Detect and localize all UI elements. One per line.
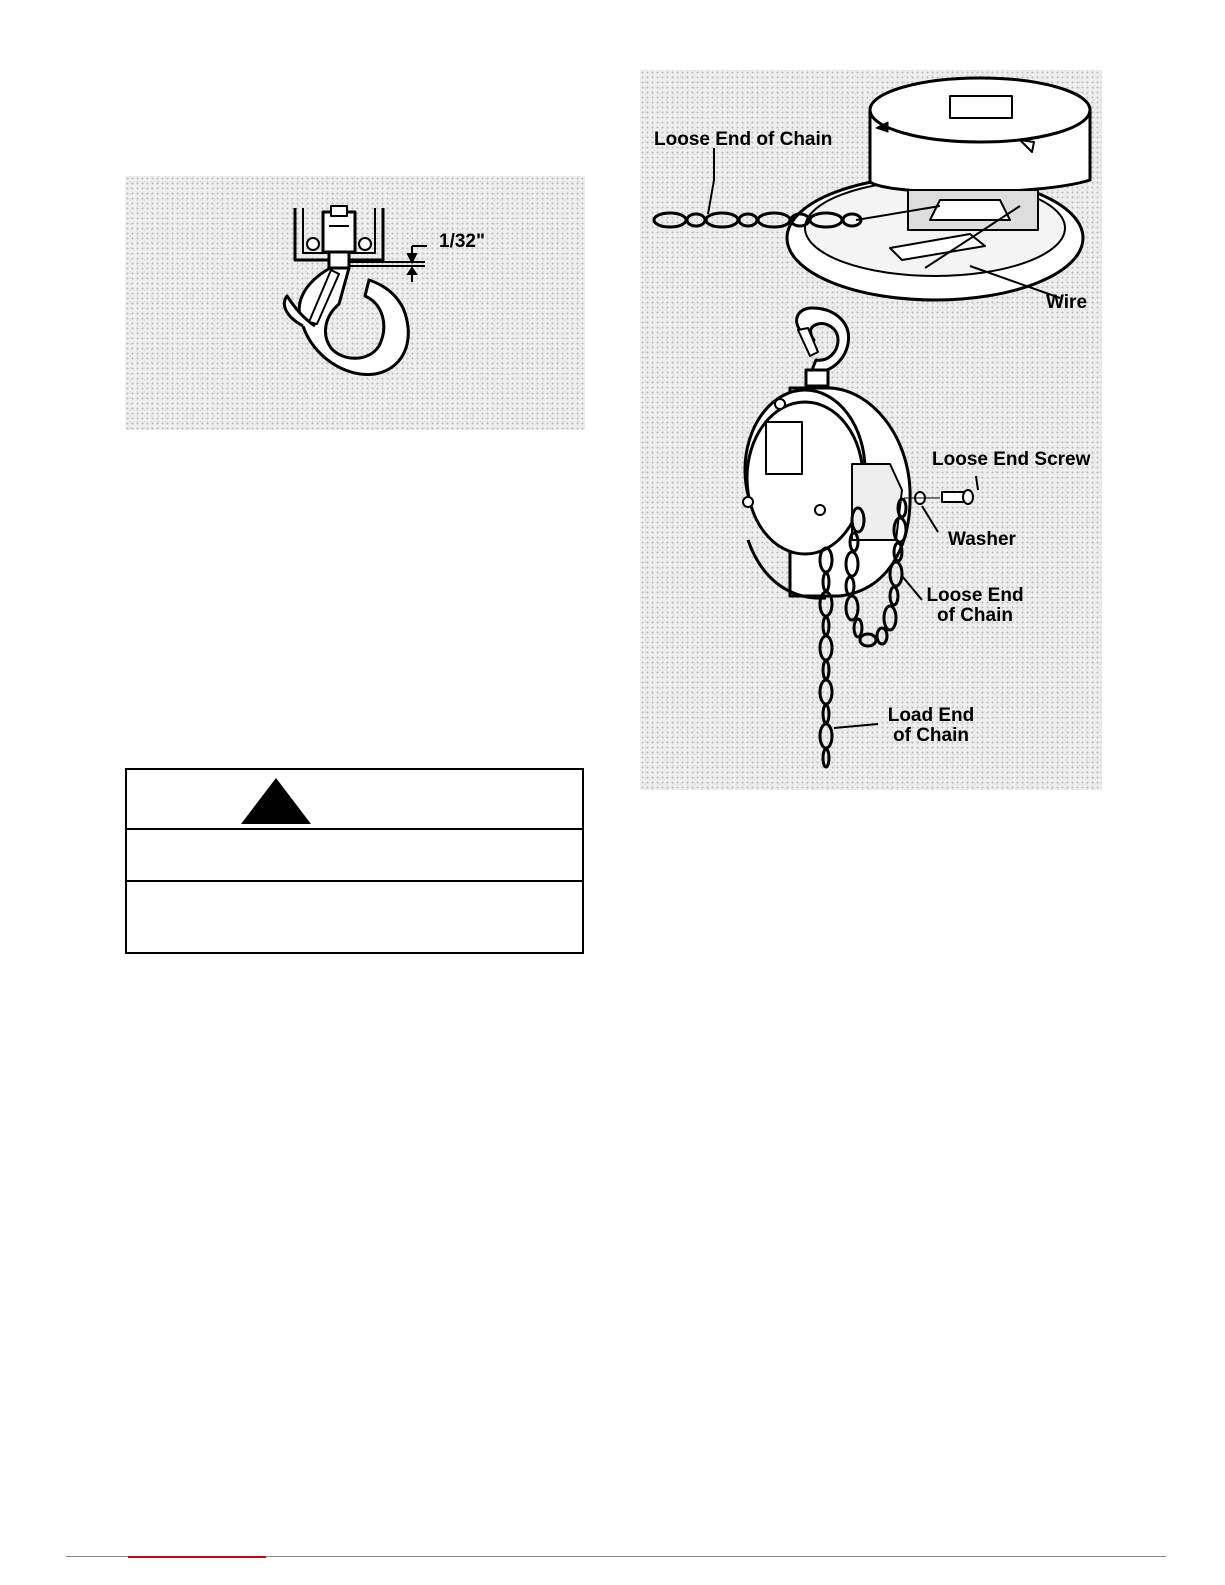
warning-body-row	[127, 880, 582, 952]
hook-drawing	[125, 176, 585, 430]
warning-subheader-row	[127, 828, 582, 882]
warning-header-row	[127, 770, 582, 830]
callout-wire: Wire	[1046, 292, 1088, 313]
callout-load-end-line1: Load End	[887, 705, 975, 726]
callout-load-end-line2: of Chain	[893, 725, 969, 746]
callout-loose-end-top: Loose End of Chain	[654, 129, 833, 150]
callout-loose-end-side-line1: Loose End	[926, 585, 1024, 606]
warning-triangle-icon	[241, 778, 311, 824]
callout-washer: Washer	[948, 529, 1016, 550]
warning-box	[125, 768, 584, 954]
callout-loose-end-screw: Loose End Screw	[932, 449, 1091, 470]
callout-load-end	[876, 706, 986, 746]
hook-clearance-figure	[125, 176, 585, 430]
hoist-drawing	[640, 70, 1102, 790]
hoist-chain-figure	[640, 70, 1102, 790]
footer-link-underline[interactable]	[128, 1556, 266, 1558]
clearance-label: 1/32"	[439, 231, 485, 252]
callout-loose-end-side-line2: of Chain	[937, 605, 1013, 626]
callout-loose-end-side	[920, 586, 1030, 626]
